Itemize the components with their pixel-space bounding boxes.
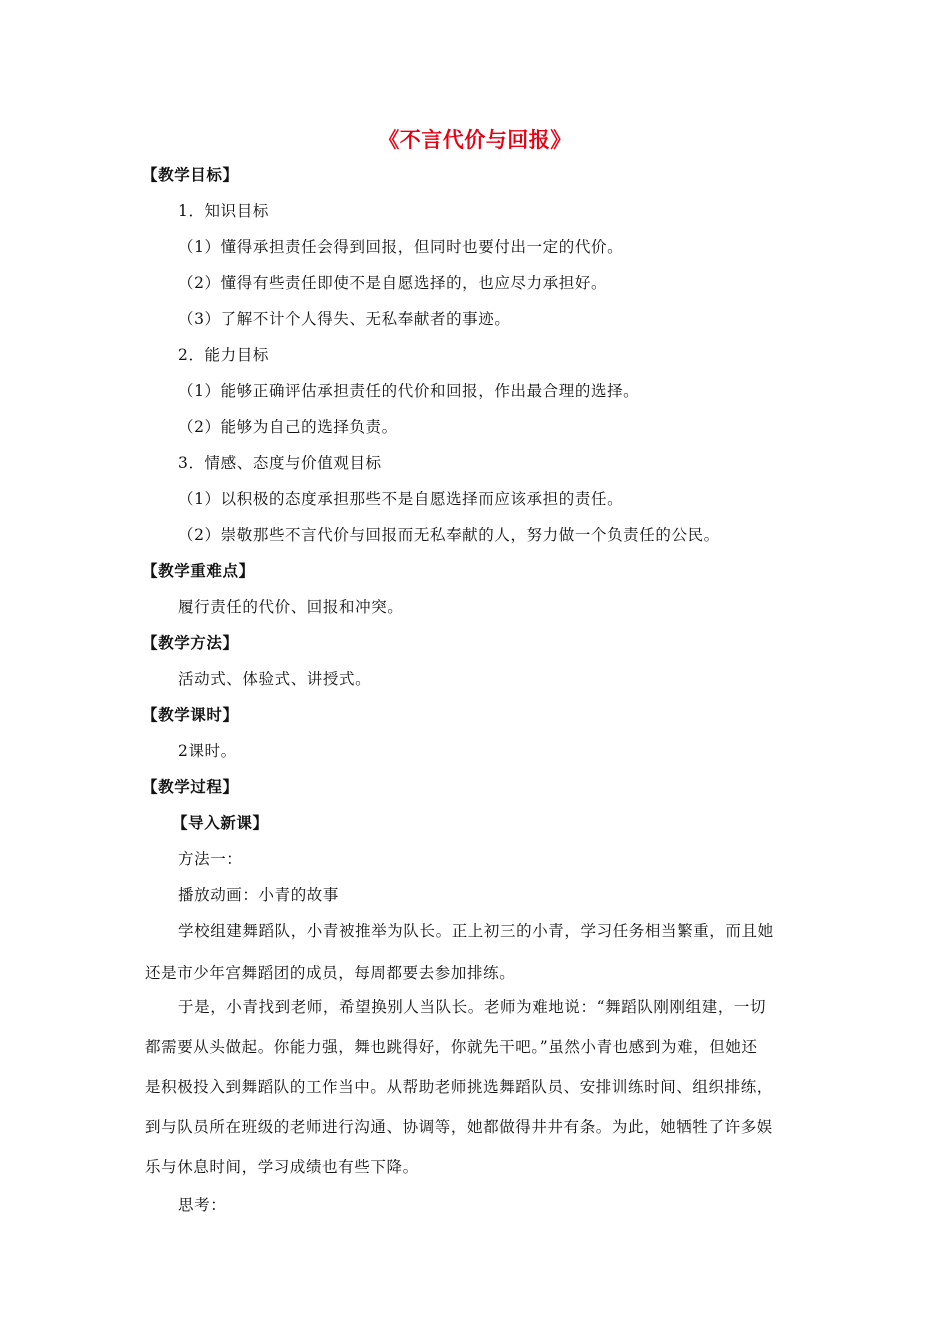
list-item: （2）能够为自己的选择负责。 bbox=[178, 418, 398, 436]
paragraph-line: 还是市少年宫舞蹈团的成员，每周都要去参加排练。 bbox=[145, 964, 516, 982]
section-heading-objectives: 【教学目标】 bbox=[142, 166, 239, 184]
paragraph-line: 学校组建舞蹈队，小青被推举为队长。正上初三的小青，学习任务相当繁重，而且她 bbox=[178, 922, 774, 940]
paragraph: 播放动画：小青的故事 bbox=[178, 886, 340, 904]
paragraph: 活动式、体验式、讲授式。 bbox=[178, 670, 372, 688]
subheading-knowledge: 1．知识目标 bbox=[178, 202, 269, 220]
paragraph-line: 乐与休息时间，学习成绩也有些下降。 bbox=[145, 1158, 419, 1176]
document-title: 《不言代价与回报》 bbox=[378, 128, 572, 152]
section-heading-hours: 【教学课时】 bbox=[142, 706, 239, 724]
paragraph-line: 于是，小青找到老师，希望换别人当队长。老师为难地说：“舞蹈队刚刚组建，一切 bbox=[178, 998, 767, 1016]
subheading-emotion: 3．情感、态度与价值观目标 bbox=[178, 454, 382, 472]
paragraph-line: 都需要从头做起。你能力强，舞也跳得好，你就先干吧。”虽然小青也感到为难，但她还 bbox=[145, 1038, 758, 1056]
list-item: （1）懂得承担责任会得到回报，但同时也要付出一定的代价。 bbox=[178, 238, 624, 256]
subheading-ability: 2．能力目标 bbox=[178, 346, 269, 364]
list-item: （3）了解不计个人得失、无私奉献者的事迹。 bbox=[178, 310, 511, 328]
list-item: （2）崇敬那些不言代价与回报而无私奉献的人，努力做一个负责任的公民。 bbox=[178, 526, 720, 544]
paragraph: 思考： bbox=[178, 1196, 227, 1214]
paragraph: 履行责任的代价、回报和冲突。 bbox=[178, 598, 404, 616]
list-item: （2）懂得有些责任即使不是自愿选择的，也应尽力承担好。 bbox=[178, 274, 608, 292]
section-heading-process: 【教学过程】 bbox=[142, 778, 239, 796]
list-item: （1）能够正确评估承担责任的代价和回报，作出最合理的选择。 bbox=[178, 382, 640, 400]
paragraph: 2课时。 bbox=[178, 742, 237, 760]
paragraph-line: 是积极投入到舞蹈队的工作当中。从帮助老师挑选舞蹈队员、安排训练时间、组织排练， bbox=[145, 1078, 773, 1096]
section-heading-methods: 【教学方法】 bbox=[142, 634, 239, 652]
list-item: （1）以积极的态度承担那些不是自愿选择而应该承担的责任。 bbox=[178, 490, 624, 508]
paragraph: 方法一： bbox=[178, 850, 243, 868]
paragraph-line: 到与队员所在班级的老师进行沟通、协调等，她都做得井井有条。为此，她牺牲了许多娱 bbox=[145, 1118, 773, 1136]
section-heading-key-points: 【教学重难点】 bbox=[142, 562, 255, 580]
subheading-introduction: 【导入新课】 bbox=[172, 814, 269, 832]
